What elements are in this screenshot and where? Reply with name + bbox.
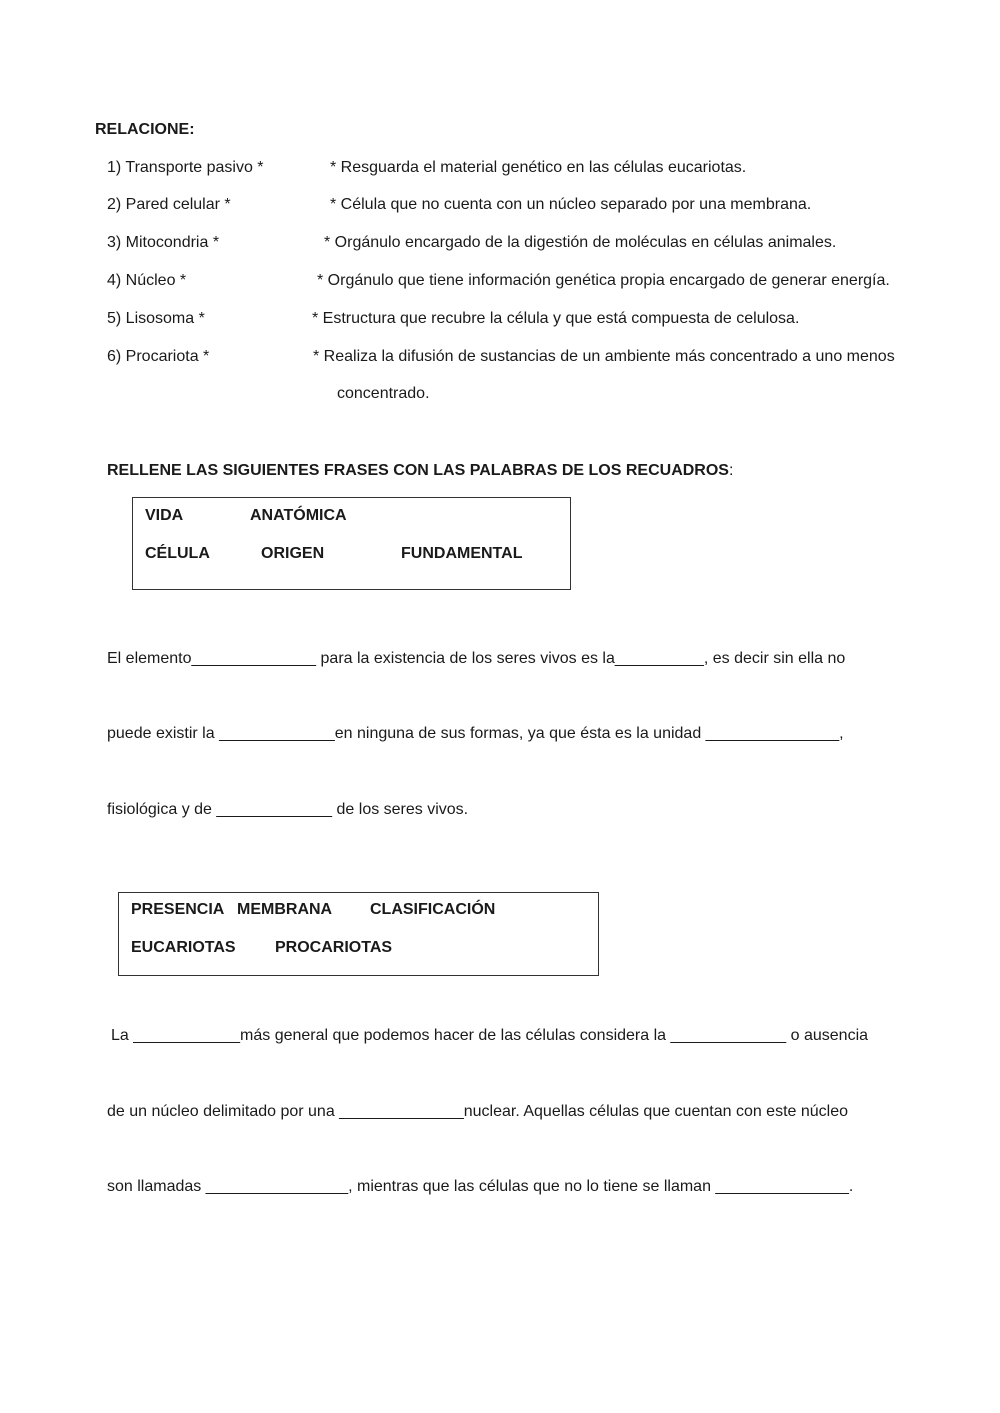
match-left-item-3: 3) Mitocondria * — [107, 234, 220, 251]
fill-sentence-1-line-2: puede existir la _____________en ninguna de sus formas, ya que ésta es la unidad _______________, — [107, 725, 844, 742]
match-right-item-5: * Estructura que recubre la célula y que está compuesta de celulosa. — [312, 310, 800, 327]
fill-sentence-2-line-2: de un núcleo delimitado por una ______________nuclear. Aquellas células que cuentan con este núcleo — [107, 1103, 849, 1120]
match-left-item-1: 1) Transporte pasivo * — [107, 159, 264, 176]
match-left-item-5: 5) Lisosoma * — [107, 310, 205, 327]
fill-sentence-1-line-3: fisiológica y de _____________ de los seres vivos. — [107, 801, 469, 818]
section2-title-colon: : — [728, 462, 734, 479]
match-right-item-3: * Orgánulo encargado de la digestión de moléculas en células animales. — [324, 234, 837, 251]
fill-sentence-1-line-1: El elemento______________ para la existencia de los seres vivos es la__________, es decir sin ella no — [107, 650, 846, 667]
word-box-1-word: ANATÓMICA — [250, 507, 347, 524]
word-box-2-word: CLASIFICACIÓN — [370, 901, 496, 918]
word-box-1-word: ORIGEN — [261, 545, 325, 562]
match-right-item-6-continuation: concentrado. — [337, 385, 430, 402]
match-left-item-6: 6) Procariota * — [107, 348, 210, 365]
word-box-2-word: PROCARIOTAS — [275, 939, 393, 956]
fill-sentence-2-line-1: La ____________más general que podemos hacer de las células considera la _____________ o ausencia — [111, 1027, 869, 1044]
section1-title: RELACIONE: — [95, 121, 195, 138]
match-left-item-4: 4) Núcleo * — [107, 272, 187, 289]
word-box-1-word: VIDA — [145, 507, 184, 524]
section2-title-line — [107, 461, 733, 481]
word-box-2-word: MEMBRANA — [237, 901, 333, 918]
match-right-item-4: * Orgánulo que tiene información genética propia encargado de generar energía. — [317, 272, 890, 289]
word-box-2-word: PRESENCIA — [131, 901, 225, 918]
fill-sentence-2-line-3: son llamadas ________________, mientras que las células que no lo tiene se llaman _______________. — [107, 1178, 854, 1195]
word-box-1-word: CÉLULA — [145, 545, 210, 562]
match-right-item-6: * Realiza la difusión de sustancias de un ambiente más concentrado a uno menos — [313, 348, 895, 365]
match-right-item-1: * Resguarda el material genético en las células eucariotas. — [330, 159, 747, 176]
match-right-item-2: * Célula que no cuenta con un núcleo separado por una membrana. — [330, 196, 812, 213]
word-box-2-word: EUCARIOTAS — [131, 939, 236, 956]
section2-title: RELLENE LAS SIGUIENTES FRASES CON LAS PALABRAS DE LOS RECUADROS — [107, 462, 729, 479]
word-box-1-word: FUNDAMENTAL — [401, 545, 523, 562]
match-left-item-2: 2) Pared celular * — [107, 196, 231, 213]
